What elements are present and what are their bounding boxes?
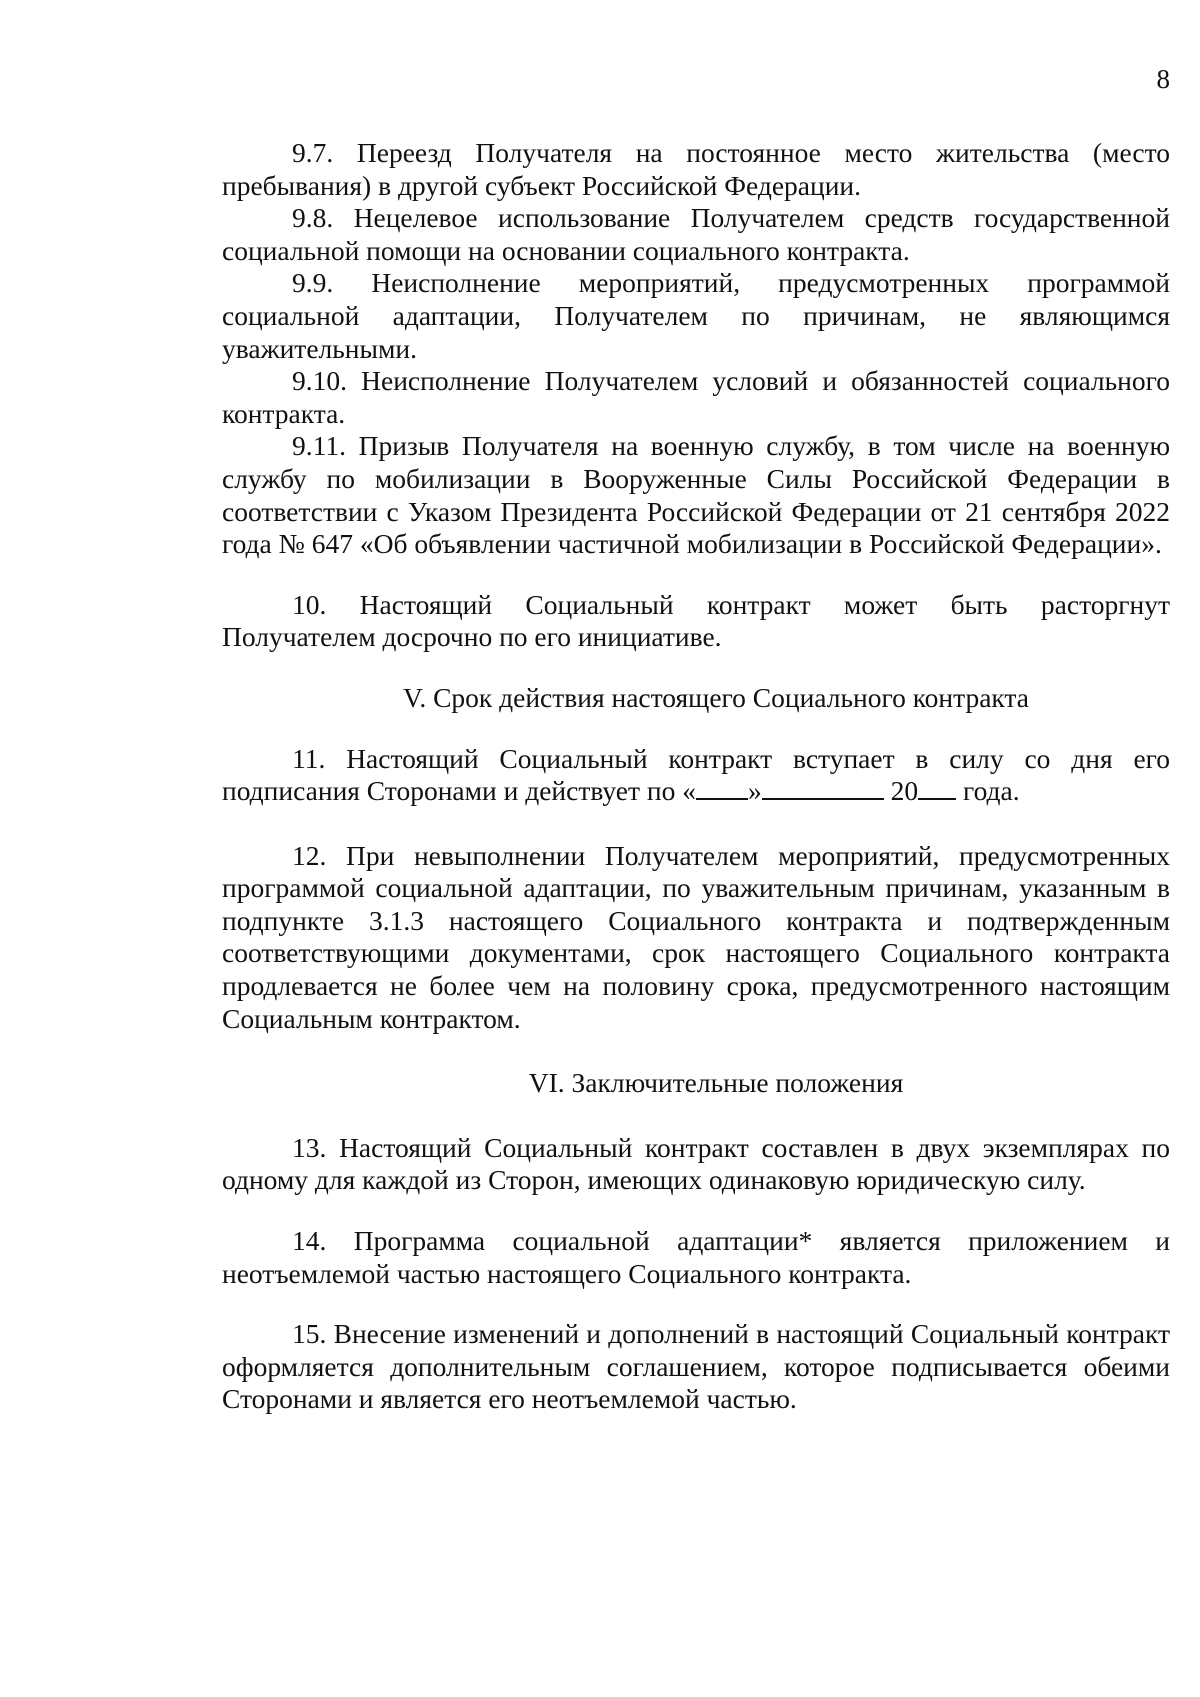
- clause-11-tail: года.: [956, 775, 1020, 807]
- scan-edge: [0, 0, 1200, 6]
- page-number: 8: [1156, 64, 1170, 94]
- clause-14: 14. Программа социальной адаптации* является приложением и неотъемлемой частью настоящего Социального контракта.: [222, 1225, 1170, 1289]
- clause-12: 12. При невыполнении Получателем мероприятий, предусмотренных программой социальной адаптации, по уважительным причинам, указанным в подпункте 3.1.3 настоящего Социального контракта и подтвержденным соответствующими документами, срок настоящего Социального контракта продлевается не более чем на половину срока, предусмотренного настоящим Социальным контрактом.: [222, 839, 1170, 1034]
- clause-9-9: 9.9. Неисполнение мероприятий, предусмотренных программой социальной адаптации, Получателем по причинам, не являющимся уважительными.: [222, 267, 1170, 364]
- clause-11-text: 11. Настоящий Социальный контракт вступает в силу со дня его подписания Сторонами и действует по «: [222, 742, 1170, 807]
- clause-9-10: 9.10. Неисполнение Получателем условий и обязанностей социального контракта.: [222, 365, 1170, 429]
- clause-11: [222, 743, 1170, 808]
- clause-9-7: 9.7. Переезд Получателя на постоянное место жительства (место пребывания) в другой субъект Российской Федерации.: [222, 137, 1170, 201]
- document-body: [222, 137, 1170, 1416]
- section-vi-heading: VI. Заключительные положения: [528, 1067, 904, 1099]
- month-blank: [762, 776, 884, 800]
- clause-9-11: 9.11. Призыв Получателя на военную службу, в том числе на военную службу по мобилизации в Вооруженные Силы Российской Федерации в соответствии с Указом Президента Российской Федерации от 21 сентября 2022 года № 647 «Об объявлении частичной мобилизации в Российской Федерации».: [222, 430, 1170, 560]
- clause-9-8: 9.8. Нецелевое использование Получателем средств государственной социальной помощи на основании социального контракта.: [222, 202, 1170, 266]
- clause-11-quote: »: [747, 775, 762, 807]
- section-v-heading: V. Срок действия настоящего Социального контракта: [403, 681, 1029, 713]
- year-blank: [918, 776, 956, 800]
- clause-13: 13. Настоящий Социальный контракт составлен в двух экземплярах по одному для каждой из Сторон, имеющих одинаковую юридическую силу.: [222, 1131, 1170, 1196]
- day-blank: [696, 776, 748, 800]
- clause-11-year-prefix: 20: [883, 775, 919, 807]
- clause-15: 15. Внесение изменений и дополнений в настоящий Социальный контракт оформляется дополнительным соглашением, которое подписывается обеими Сторонами и является его неотъемлемой частью.: [222, 1318, 1170, 1415]
- clause-10: 10. Настоящий Социальный контракт может быть расторгнут Получателем досрочно по его инициативе.: [222, 588, 1170, 653]
